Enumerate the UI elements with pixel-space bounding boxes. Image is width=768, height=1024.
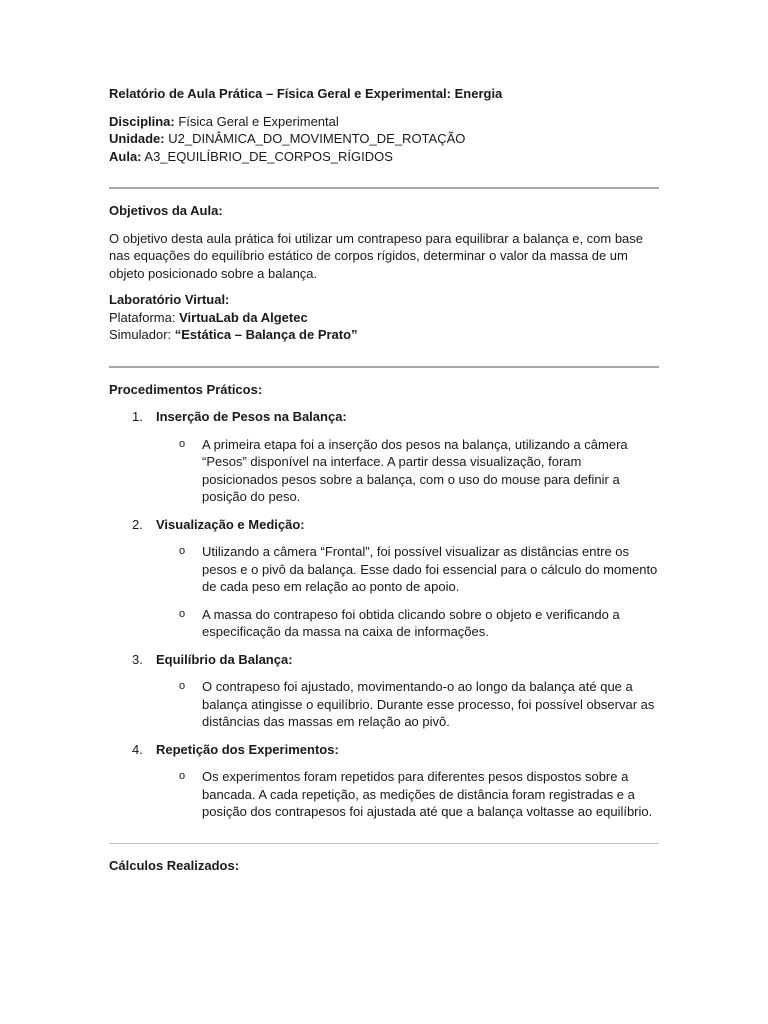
step-title: Equilíbrio da Balança: <box>156 651 293 667</box>
report-meta <box>109 113 659 166</box>
section-divider <box>109 843 659 844</box>
step-number: 4. <box>132 741 143 757</box>
simulador-value: “Estática – Balança de Prato” <box>174 327 358 342</box>
step-item <box>109 516 659 641</box>
step-bullets <box>156 768 659 821</box>
laboratorio-heading <box>109 291 659 309</box>
laboratorio-heading-text: Laboratório Virtual: <box>109 292 230 307</box>
step-bullets <box>156 436 659 506</box>
bullet-icon: o <box>179 437 186 450</box>
bullet-text: Utilizando a câmera “Frontal”, foi possível visualizar as distâncias entre os pesos e o pivô da balança. Esse dado foi essencial para o cálculo do momento de cada peso em relação ao ponto de apoio. <box>202 544 658 594</box>
report-content <box>109 85 659 874</box>
meta-disciplina <box>109 113 659 131</box>
bullet-text: A primeira etapa foi a inserção dos pesos na balança, utilizando a câmera “Pesos” disponível na interface. A partir dessa visualização, foram posicionados pesos sobre a balança, com o uso do mouse para definir a posição do peso. <box>202 436 628 504</box>
step-number: 1. <box>132 409 143 424</box>
meta-unidade <box>109 130 659 148</box>
procedimentos-heading: Procedimentos Práticos: <box>109 381 263 397</box>
plataforma-value: VirtuaLab da Algetec <box>179 309 308 325</box>
step-number: 2. <box>132 516 143 532</box>
report-title: Relatório de Aula Prática – Física Geral e Experimental: Energia <box>109 86 503 101</box>
step-title: Repetição dos Experimentos: <box>156 741 339 757</box>
plataforma-label: Plataforma: <box>109 309 180 325</box>
disciplina-label: Disciplina: <box>109 113 175 129</box>
bullet-text: O contrapeso foi ajustado, movimentando-o ao longo da balança até que a balança atingisse o equilíbrio. Durante esse processo, foi possível observar as distâncias das massas em relação ao pivô. <box>202 679 655 729</box>
list-item <box>156 768 659 821</box>
bullet-icon: o <box>179 607 186 620</box>
disciplina-value: Física Geral e Experimental <box>174 113 339 129</box>
bullet-text: Os experimentos foram repetidos para diferentes pesos dispostos sobre a bancada. A cada repetição, as medições de distância foram registradas e a posição dos contrapesos foi ajustada até que a balança voltasse ao equilíbrio. <box>202 769 653 819</box>
step-bullets <box>156 543 659 641</box>
unidade-label: Unidade: <box>109 131 165 146</box>
step-item <box>109 408 659 506</box>
unidade-value: U2_DINÂMICA_DO_MOVIMENTO_DE_ROTAÇÃO <box>164 131 466 146</box>
calculos-heading: Cálculos Realizados: <box>109 857 240 873</box>
bullet-icon: o <box>179 545 186 557</box>
procedimentos-list <box>109 408 659 821</box>
step-item <box>109 651 659 731</box>
bullet-icon: o <box>179 680 186 692</box>
bullet-text: A massa do contrapeso foi obtida clicando sobre o objeto e verificando a especificação da massa na caixa de informações. <box>202 606 620 639</box>
step-bullets <box>156 678 659 731</box>
step-item <box>109 741 659 821</box>
list-item <box>156 606 659 641</box>
meta-aula <box>109 148 659 166</box>
simulador-label: Simulador: <box>109 327 175 342</box>
objetivos-heading: Objetivos da Aula: <box>109 203 223 218</box>
section-divider <box>109 366 659 368</box>
list-item <box>156 678 659 731</box>
plataforma-line <box>109 309 659 327</box>
aula-value: A3_EQUILÍBRIO_DE_CORPOS_RÍGIDOS <box>141 148 393 164</box>
bullet-icon: o <box>179 770 186 782</box>
aula-label: Aula: <box>109 148 142 164</box>
step-title: Inserção de Pesos na Balança: <box>156 409 347 424</box>
laboratorio-block <box>109 291 659 344</box>
step-title: Visualização e Medição: <box>156 516 305 532</box>
section-divider <box>109 187 659 189</box>
step-number: 3. <box>132 651 143 667</box>
simulador-line <box>109 326 659 344</box>
list-item <box>156 436 659 506</box>
list-item <box>156 543 659 596</box>
objetivos-text: O objetivo desta aula prática foi utilizar um contrapeso para equilibrar a balança e, com base nas equações do equilíbrio estático de corpos rígidos, determinar o valor da massa de um objeto posicionado sobre a balança. <box>109 230 644 281</box>
